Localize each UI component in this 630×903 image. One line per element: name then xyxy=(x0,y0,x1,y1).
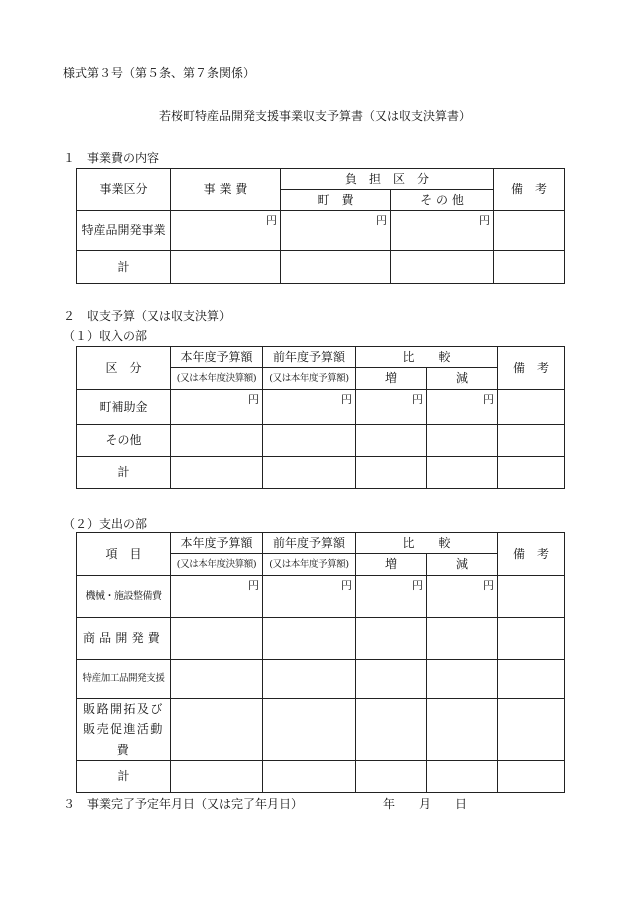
last-year-cell: 円 xyxy=(263,576,356,618)
table-row xyxy=(77,660,565,699)
row-label: 商品開発費 xyxy=(77,618,171,660)
increase-cell: 円 xyxy=(356,576,427,618)
header-remarks: 備 考 xyxy=(498,347,565,390)
form-number: 様式第３号（第５条、第７条関係） xyxy=(63,66,256,80)
this-year-cell: 円 xyxy=(171,390,263,425)
income-table xyxy=(76,346,565,489)
town-cost-cell: 円 xyxy=(281,211,391,251)
header-item: 区 分 xyxy=(77,347,171,390)
header-this-year: 本年度予算額 xyxy=(171,347,263,368)
header-this-year-sub: (又は本年度決算額) xyxy=(171,368,263,390)
remarks-cell xyxy=(494,211,565,251)
header-town-cost: 町 費 xyxy=(281,190,391,211)
remarks-cell xyxy=(498,390,565,425)
header-increase: 増 xyxy=(356,554,427,576)
header-comparison: 比 較 xyxy=(356,347,498,368)
income-heading: （１）収入の部 xyxy=(63,329,148,343)
section2-heading: ２ 収支予算（又は収支決算） xyxy=(63,309,232,323)
table-row xyxy=(77,211,565,251)
remarks-cell xyxy=(498,576,565,618)
decrease-cell: 円 xyxy=(427,576,498,618)
header-comparison: 比 較 xyxy=(356,533,498,554)
table-row xyxy=(77,251,565,284)
decrease-cell: 円 xyxy=(427,390,498,425)
section1-heading: １ 事業費の内容 xyxy=(63,151,160,165)
header-category: 事業区分 xyxy=(77,169,171,211)
row-label: 計 xyxy=(77,761,171,793)
table-row xyxy=(77,699,565,761)
header-remarks: 備 考 xyxy=(494,169,565,211)
row-label: 計 xyxy=(77,457,171,489)
header-item: 項 目 xyxy=(77,533,171,576)
header-decrease: 減 xyxy=(427,368,498,390)
row-label: 販路開拓及び販売促進活動費 xyxy=(77,699,171,761)
header-project-cost: 事 業 費 xyxy=(171,169,281,211)
completion-year: 年 xyxy=(383,797,396,811)
increase-cell: 円 xyxy=(356,390,427,425)
header-last-year-sub: (又は本年度予算額) xyxy=(263,368,356,390)
expense-table xyxy=(76,532,565,793)
completion-day: 日 xyxy=(455,797,468,811)
table-row xyxy=(77,618,565,660)
project-cost-table xyxy=(76,168,565,284)
table-row xyxy=(77,576,565,618)
row-label: 計 xyxy=(77,251,171,284)
table-row xyxy=(77,425,565,457)
completion-month: 月 xyxy=(419,797,432,811)
row-label: 機械・施設整備費 xyxy=(77,576,171,618)
header-last-year-sub: (又は本年度予算額) xyxy=(263,554,356,576)
header-this-year: 本年度予算額 xyxy=(171,533,263,554)
section3-heading: ３ 事業完了予定年月日（又は完了年月日） xyxy=(63,797,304,811)
document-title: 若桜町特産品開発支援事業収支予算書（又は収支決算書） xyxy=(159,109,472,123)
header-this-year-sub: (又は本年度決算額) xyxy=(171,554,263,576)
header-last-year: 前年度予算額 xyxy=(263,533,356,554)
this-year-cell: 円 xyxy=(171,576,263,618)
last-year-cell: 円 xyxy=(263,390,356,425)
header-remarks: 備 考 xyxy=(498,533,565,576)
header-other: そ の 他 xyxy=(391,190,494,211)
header-last-year: 前年度予算額 xyxy=(263,347,356,368)
table-row xyxy=(77,761,565,793)
row-label: その他 xyxy=(77,425,171,457)
expense-heading: （２）支出の部 xyxy=(63,517,148,531)
row-label: 町補助金 xyxy=(77,390,171,425)
header-burden: 負 担 区 分 xyxy=(281,169,494,190)
other-cost-cell: 円 xyxy=(391,211,494,251)
header-decrease: 減 xyxy=(427,554,498,576)
header-increase: 増 xyxy=(356,368,427,390)
table-row xyxy=(77,390,565,425)
cost-cell: 円 xyxy=(171,211,281,251)
row-label: 特産品開発事業 xyxy=(77,211,171,251)
table-row xyxy=(77,457,565,489)
row-label: 特産加工品開発支援 xyxy=(77,660,171,699)
